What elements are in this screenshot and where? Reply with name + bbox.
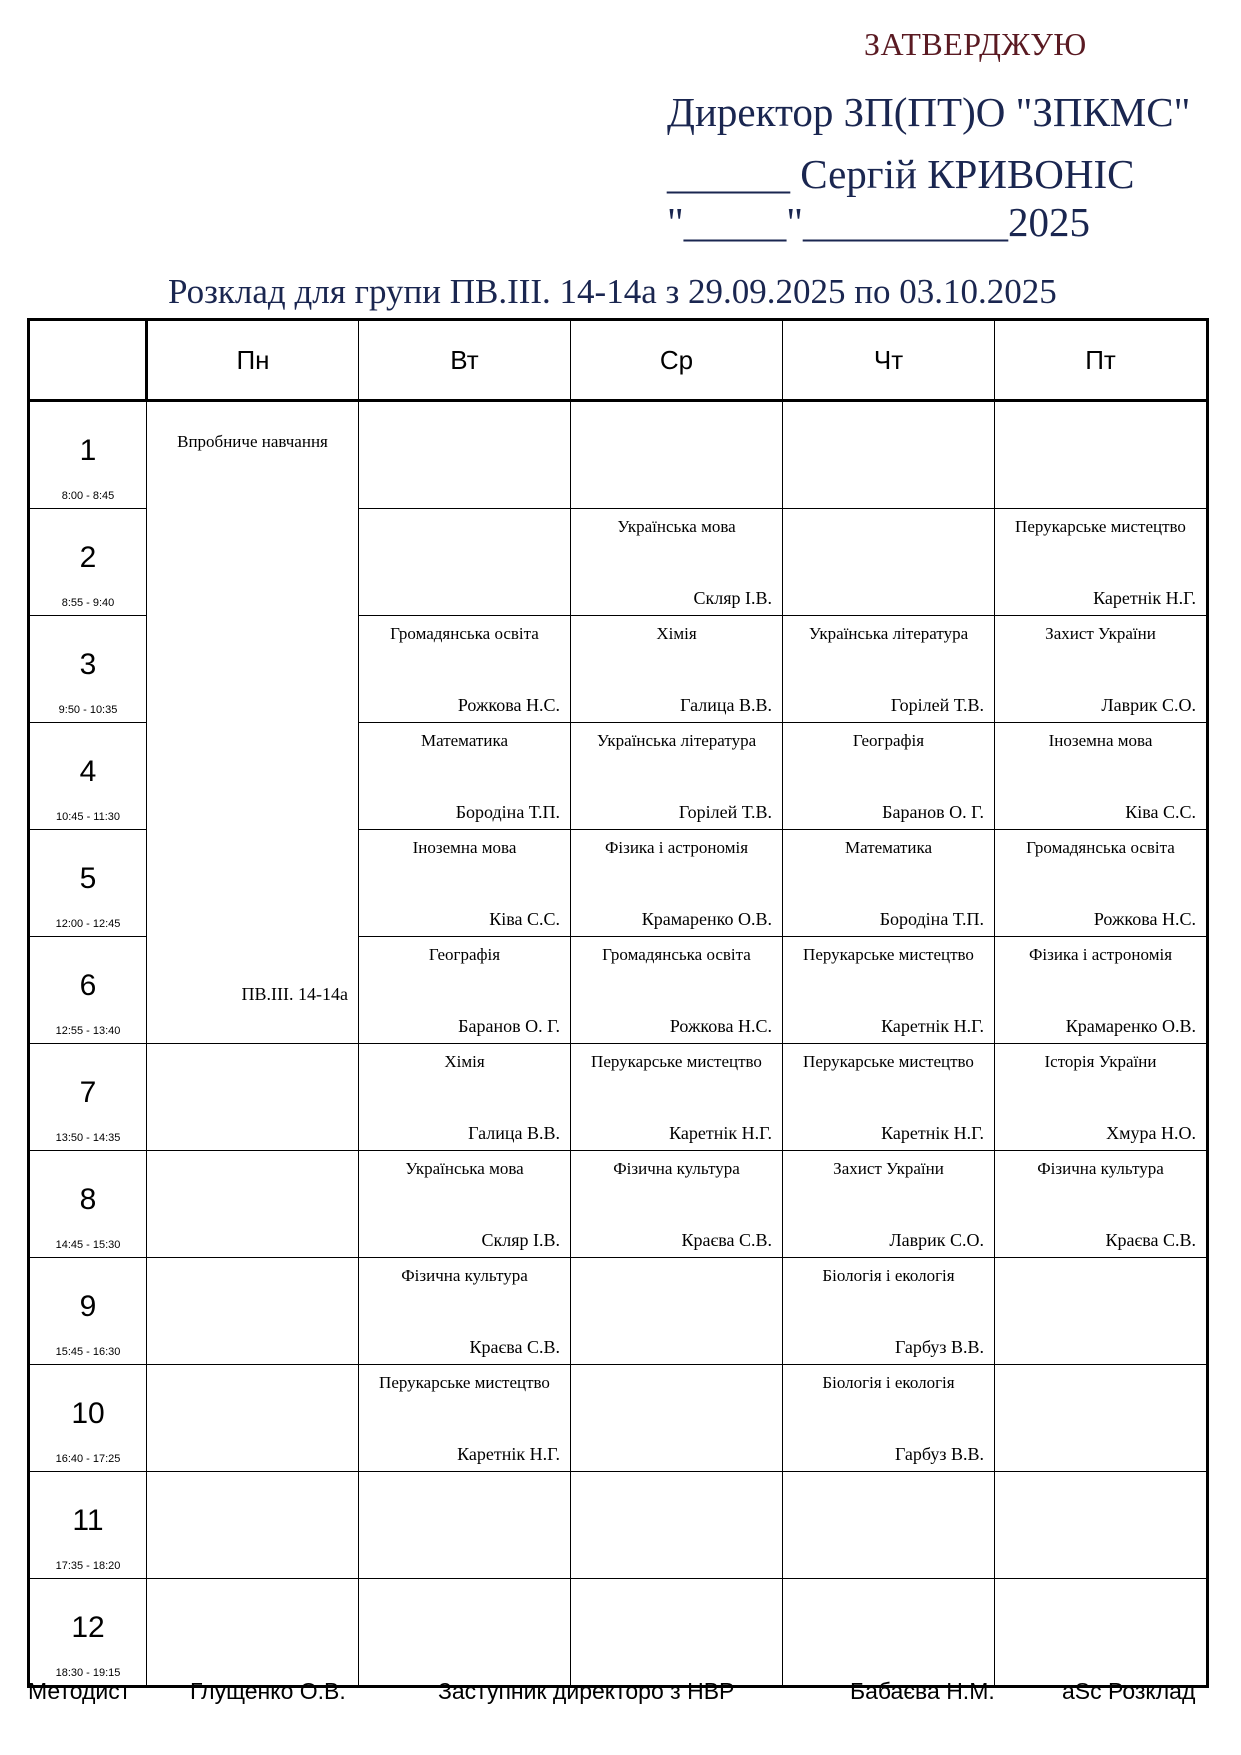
methodist-name: Глущенко О.В. [190,1678,346,1704]
monday-practice-block [147,401,359,1044]
period-time: 12:00 - 12:45 [55,918,121,930]
lesson-teacher: Рожкова Н.С. [1093,909,1196,929]
schedule-table [27,318,1209,1688]
period-number: 9 [79,1290,97,1323]
lesson-subject: Хімія [656,624,697,643]
period-cell [29,1258,147,1365]
lesson-subject: Іноземна мова [412,838,517,857]
period-time: 8:55 - 9:40 [61,597,115,609]
period-time: 17:35 - 18:20 [55,1560,121,1572]
lesson-teacher: Ківа С.С. [489,909,560,929]
lesson-teacher: Лаврик С.О. [889,1230,984,1250]
day-header-row [29,320,1208,401]
lesson-cell [995,1365,1208,1472]
lesson-cell [995,509,1208,616]
lesson-cell [147,1151,359,1258]
lesson-cell [359,616,571,723]
lesson-cell [359,1472,571,1579]
lesson-cell [571,830,783,937]
lesson-cell [571,723,783,830]
period-time: 15:45 - 16:30 [55,1346,121,1358]
period-time: 10:45 - 11:30 [55,811,120,823]
lesson-subject: Фізика і астрономія [604,838,749,857]
period-time: 12:55 - 13:40 [55,1025,121,1037]
lesson-teacher: Краєва С.В. [681,1230,772,1250]
lesson-subject: Хімія [444,1052,485,1071]
lesson-teacher: Каретнік Н.Г. [457,1444,560,1464]
director-title: Директор ЗП(ПТ)О "ЗПКМС" [667,89,1191,135]
deputy-name: Бабаєва Н.М. [850,1678,995,1704]
lesson-cell [783,1472,995,1579]
lesson-cell [783,1044,995,1151]
period-number: 3 [79,648,97,681]
lesson-subject: Перукарське мистецтво [803,1052,974,1071]
lesson-cell [783,1579,995,1687]
lesson-cell [571,1472,783,1579]
lesson-teacher: Баранов О. Г. [458,1016,560,1036]
approval-date-line: "_____"__________2025 [667,199,1090,245]
lesson-cell [571,1579,783,1687]
lesson-subject: Захист України [1045,624,1156,643]
lesson-teacher: Бородіна Т.П. [455,802,560,822]
lesson-cell [783,723,995,830]
period-row [29,1044,1208,1151]
day-header: Пн [147,320,359,401]
lesson-teacher: Краєва С.В. [1105,1230,1196,1250]
lesson-subject: Громадянська освіта [602,945,751,964]
period-number: 10 [71,1397,105,1430]
lesson-subject: Українська література [808,624,969,643]
lesson-subject: Географія [852,731,925,750]
lesson-subject: Біологія і екологія [822,1266,955,1285]
lesson-teacher: Краєва С.В. [469,1337,560,1357]
lesson-cell [995,723,1208,830]
lesson-teacher: Каретнік Н.Г. [1093,588,1196,608]
lesson-cell [571,1365,783,1472]
lesson-cell [359,1151,571,1258]
lesson-cell [147,1365,359,1472]
period-number: 6 [79,969,97,1002]
lesson-subject: Фізична культура [401,1266,528,1285]
lesson-cell [571,616,783,723]
period-row [29,1579,1208,1687]
period-cell [29,616,147,723]
lesson-cell [995,616,1208,723]
lesson-teacher: Крамаренко О.В. [641,909,772,929]
lesson-subject: Іноземна мова [1048,731,1153,750]
period-number: 11 [72,1504,104,1537]
day-header: Чт [783,320,995,401]
lesson-subject: Історія України [1044,1052,1157,1071]
period-number: 5 [79,862,97,895]
lesson-teacher: Каретнік Н.Г. [669,1123,772,1143]
lesson-teacher: Горілей Т.В. [890,695,984,715]
lesson-teacher: Галица В.В. [468,1123,560,1143]
deputy-label: Заступник директоро з НВР [438,1678,735,1704]
day-header: Ср [571,320,783,401]
lesson-teacher: Ківа С.С. [1125,802,1196,822]
lesson-teacher: Горілей Т.В. [678,802,772,822]
lesson-subject: Захист України [833,1159,944,1178]
lesson-cell [147,1472,359,1579]
period-number: 12 [71,1611,105,1644]
lesson-cell [359,1044,571,1151]
lesson-cell [359,723,571,830]
lesson-teacher: Гарбуз В.В. [894,1337,984,1357]
lesson-cell [359,1365,571,1472]
lesson-cell [783,509,995,616]
lesson-teacher: Каретнік Н.Г. [881,1016,984,1036]
lesson-subject: Перукарське мистецтво [1015,517,1186,536]
lesson-cell [995,1258,1208,1365]
lesson-subject: Фізична культура [1037,1159,1164,1178]
lesson-teacher: Скляр І.В. [693,588,772,608]
software-credit: aSc Розклад [1062,1678,1196,1704]
lesson-subject: Громадянська освіта [1026,838,1175,857]
lesson-cell [147,1579,359,1687]
lesson-cell [359,509,571,616]
period-number: 2 [79,541,97,574]
period-cell [29,401,147,509]
lesson-subject: Перукарське мистецтво [591,1052,762,1071]
lesson-teacher: Галица В.В. [680,695,772,715]
period-cell [29,1044,147,1151]
lesson-cell [147,1044,359,1151]
lesson-cell [783,616,995,723]
lesson-teacher: Крамаренко О.В. [1065,1016,1196,1036]
period-time: 13:50 - 14:35 [55,1132,121,1144]
period-time: 16:40 - 17:25 [55,1453,121,1465]
period-cell [29,1579,147,1687]
lesson-teacher: Гарбуз В.В. [894,1444,984,1464]
period-row [29,1258,1208,1365]
period-cell [29,830,147,937]
lesson-teacher: Рожкова Н.С. [457,695,560,715]
period-number: 7 [79,1076,97,1109]
lesson-subject: Біологія і екологія [822,1373,955,1392]
period-cell [29,509,147,616]
period-time: 8:00 - 8:45 [61,490,115,502]
lesson-subject: Географія [428,945,501,964]
lesson-subject: Перукарське мистецтво [379,1373,550,1392]
lesson-teacher: Рожкова Н.С. [669,1016,772,1036]
lesson-cell [359,937,571,1044]
lesson-subject: Громадянська освіта [390,624,539,643]
period-time: 9:50 - 10:35 [58,704,118,716]
period-row [29,1472,1208,1579]
lesson-cell [995,1472,1208,1579]
period-number: 4 [79,755,97,788]
period-row [29,1151,1208,1258]
lesson-subject: Перукарське мистецтво [803,945,974,964]
lesson-subject: Математика [844,838,933,857]
schedule-title: Розклад для групи ПВ.ІІІ. 14-14а з 29.09.2025 по 03.10.2025 [168,272,1057,311]
lesson-teacher: Хмура Н.О. [1106,1123,1196,1143]
methodist-label: Методист [28,1678,131,1704]
lesson-cell [783,1258,995,1365]
lesson-cell [783,401,995,509]
lesson-subject: Фізика і астрономія [1028,945,1173,964]
period-time: 18:30 - 19:15 [55,1667,121,1679]
lesson-cell [359,830,571,937]
lesson-cell [995,830,1208,937]
lesson-teacher: Скляр І.В. [481,1230,560,1250]
lesson-teacher: Лаврик С.О. [1101,695,1196,715]
lesson-cell [995,1579,1208,1687]
lesson-subject: Впробниче навчання [177,432,328,451]
lesson-cell [571,1258,783,1365]
period-row [29,401,1208,509]
period-row [29,1365,1208,1472]
period-number: 1 [79,434,97,467]
lesson-subject: Українська мова [405,1159,524,1178]
lesson-teacher: Баранов О. Г. [882,802,984,822]
day-header: Вт [359,320,571,401]
period-cell [29,1365,147,1472]
lesson-cell [783,830,995,937]
lesson-cell [571,401,783,509]
lesson-cell [783,937,995,1044]
lesson-subject: Українська мова [617,517,736,536]
approval-label: ЗАТВЕРДЖУЮ [864,26,1087,62]
lesson-cell [995,401,1208,509]
lesson-teacher: Каретнік Н.Г. [881,1123,984,1143]
group-label: ПВ.ІІІ. 14-14а [241,984,348,1004]
corner-cell [29,320,147,401]
period-number: 8 [79,1183,97,1216]
lesson-cell [571,1151,783,1258]
period-cell [29,723,147,830]
lesson-cell [995,1044,1208,1151]
lesson-subject: Фізична культура [613,1159,740,1178]
day-header: Пт [995,320,1208,401]
period-cell [29,1151,147,1258]
lesson-cell [571,937,783,1044]
lesson-cell [783,1151,995,1258]
lesson-cell [359,1579,571,1687]
period-cell [29,1472,147,1579]
lesson-cell [995,937,1208,1044]
lesson-cell [995,1151,1208,1258]
lesson-cell [571,509,783,616]
lesson-subject: Українська література [596,731,757,750]
lesson-cell [147,1258,359,1365]
period-cell [29,937,147,1044]
lesson-cell [359,1258,571,1365]
period-time: 14:45 - 15:30 [55,1239,121,1251]
lesson-cell [571,1044,783,1151]
lesson-subject: Математика [420,731,509,750]
director-signature-line: ______ Сергій КРИВОНІС [667,151,1135,197]
lesson-cell [783,1365,995,1472]
lesson-teacher: Бородіна Т.П. [879,909,984,929]
lesson-cell [359,401,571,509]
